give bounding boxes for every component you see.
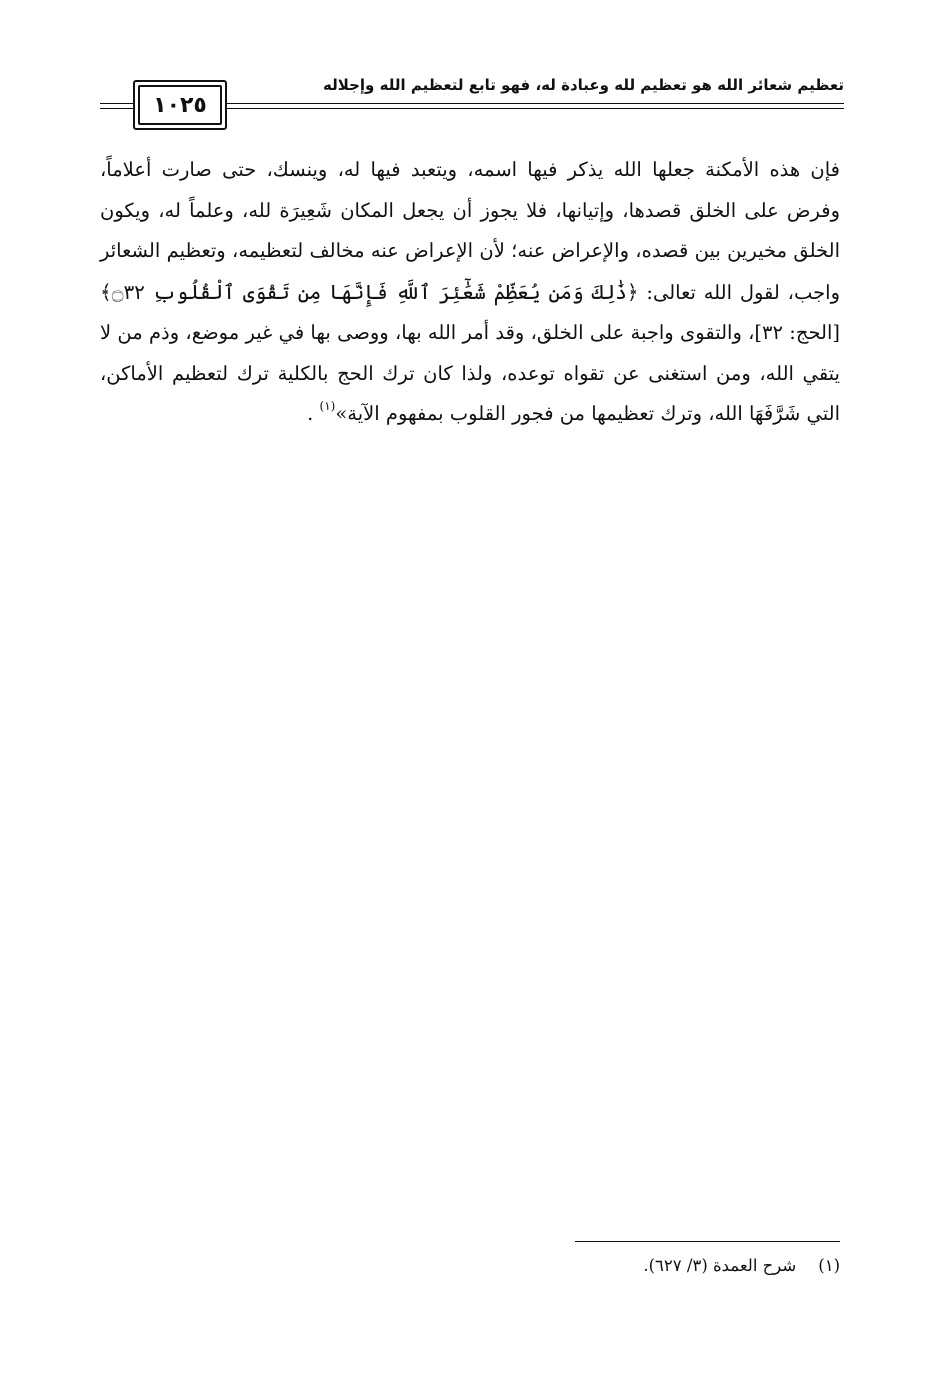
sentence-end: . [307,402,314,425]
body-text-part-1: فإن هذه الأمكنة جعلها الله يذكر فيها اسمه، ويتعبد فيها له، وينسك، حتى صارت أعلاماً، وفرض على الخلق قصدها، وإتيانها، فلا يجوز أن يجعل المكان شَعِيرَة لله، وعلماً له، ويكون الخلق مخيرين بين قصده، والإعراض عنه؛ لأن الإعراض عنه مخالف لتعظيمه، وتعظيم الشعائر واجب، لقول الله تعالى: [100,158,841,304]
paragraph [100,150,840,435]
footnote-ref[interactable]: (١) [319,399,336,413]
running-title: تعظيم شعائر الله هو تعظيم لله وعبادة له، فهو تابع لتعظيم الله وإجلاله [322,76,844,94]
body-text-part-2: [الحج: ٣٢]، والتقوى واجبة على الخلق، وقد أمر الله بها، ووصى بها في غير موضع، وذم من لا يتقي الله، ومن استغنى عن تقواه توعده، ولذا كان ترك الحج بالكلية ترك لتعظيم الأماكن، التي شَرَّفَهَا الله، وترك تعظيمها من فجور القلوب بمفهوم الآية» [100,321,840,425]
footnote [100,1253,840,1279]
main-text [100,150,840,435]
quran-verse: ﴿ذَٰلِكَ وَمَن يُعَظِّمْ شَعَٰٓئِرَ ٱللَّهِ فَإِنَّهَا مِن تَقْوَى ٱلْقُلُوبِ ۝٣٢﴾ [100,279,639,304]
footnote-separator [575,1241,840,1242]
page-header [100,64,844,134]
footnote-number: (١) [818,1256,840,1275]
page-number: ١٠٢٥ [153,92,207,118]
footnote-text: شرح العمدة (٣/ ٦٢٧). [643,1256,797,1275]
page-number-frame [133,80,227,130]
